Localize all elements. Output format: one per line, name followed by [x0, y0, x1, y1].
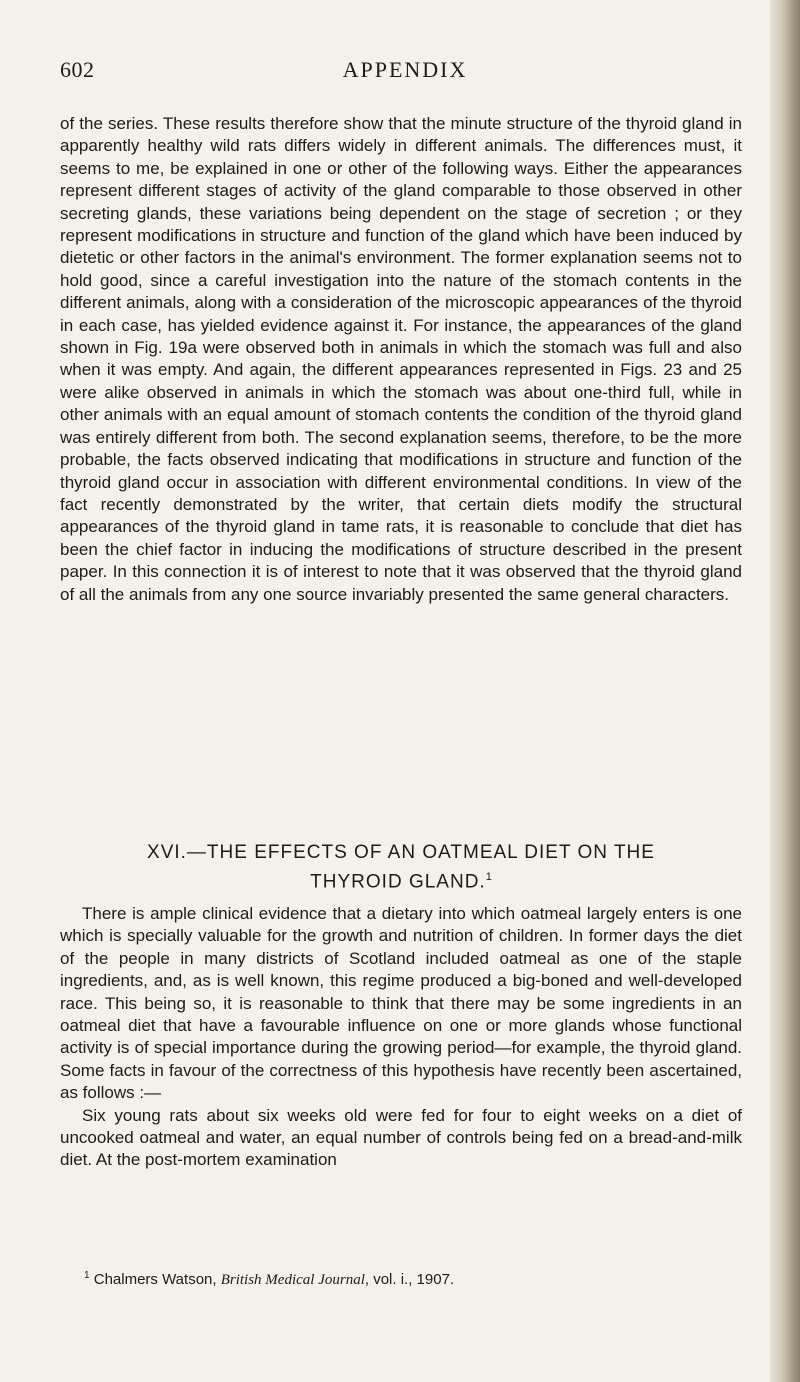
footnote-citation: , vol. i., 1907. — [364, 1271, 455, 1288]
section-heading — [60, 841, 742, 894]
page-edge-shadow — [770, 0, 800, 1382]
paragraph-series-results: of the series. These results therefore show that the minute structure of the thyroid gland in apparently healthy wild rats differs widely in different animals. The differences must, it seems to me, be explained in one or other of the following ways. Either the appearances represent different stages of activity of the gland comparable to those observed in other secreting glands, these variations being dependent on the stage of secretion ; or they represent modifications in structure and function of the gland which have been induced by dietetic or other factors in the animal's environment. The former explanation seems not to hold good, since a careful investigation into the nature of the stomach contents in the different animals, along with a consideration of the microscopic appearances of the thyroid in each case, has yielded evidence against it. For instance, the appearances of the gland shown in Fig. 19a were observed both in animals in which the stomach was full and also when it was empty. And again, the different appearances represented in Figs. 23 and 25 were alike observed in animals in which the stomach was about one-third full, while in other animals with an equal amount of stomach contents the condition of the thyroid gland was entirely different from both. The second explanation seems, therefore, to be the more probable, the facts observed indicating that modifications in structure and function of the thyroid gland occur in association with different environmental conditions. In view of the fact recently demonstrated by the writer, that certain diets modify the structural appearances of the thyroid gland in tame rats, it is reasonable to conclude that diet has been the chief factor in inducing the modifications of structure described in the present paper. In this connection it is of interest to note that it was observed that the thyroid gland of all the animals from any one source invariably presented the same general characters. — [60, 114, 742, 604]
paragraph-experiment: Six young rats about six weeks old were fed for four to eight weeks on a diet of uncooked oatmeal and water, an equal number of controls being fed on a bread-and-milk diet. At the post-mortem examination — [60, 1105, 742, 1170]
footnote-author: Chalmers Watson, — [93, 1271, 217, 1288]
section-heading-line2 — [60, 865, 742, 894]
footnote-reference[interactable]: 1 — [485, 871, 492, 883]
footnote-journal: British Medical Journal — [220, 1272, 365, 1288]
page-number: 602 — [60, 57, 95, 82]
body-text-section — [60, 903, 742, 1172]
footnote-marker: 1 — [84, 1270, 90, 1281]
section-heading-line1: XVI.—THE EFFECTS OF AN OATMEAL DIET ON THE — [147, 842, 655, 863]
paragraph-clinical-evidence: There is ample clinical evidence that a dietary into which oatmeal largely enters is one which is specially valuable for the growth and nutrition of children. In former days the diet of the people in many districts of Scotland included oatmeal as one of the staple ingredients, and, as is well known, this regime produced a big-boned and well-developed race. This being so, it is reasonable to think that there may be some ingredients in an oatmeal diet that have a favourable influence on one or more glands whose functional activity is of special importance during the growing period—for example, the thyroid gland. Some facts in favour of the correctness of this hypothesis have recently been ascertained, as follows :— — [60, 904, 742, 1103]
section-heading-line2-text: THYROID GLAND. — [310, 871, 486, 893]
body-text-top — [60, 113, 742, 606]
running-head: APPENDIX — [342, 57, 468, 82]
page-header — [60, 57, 750, 87]
footnote — [84, 1266, 744, 1290]
